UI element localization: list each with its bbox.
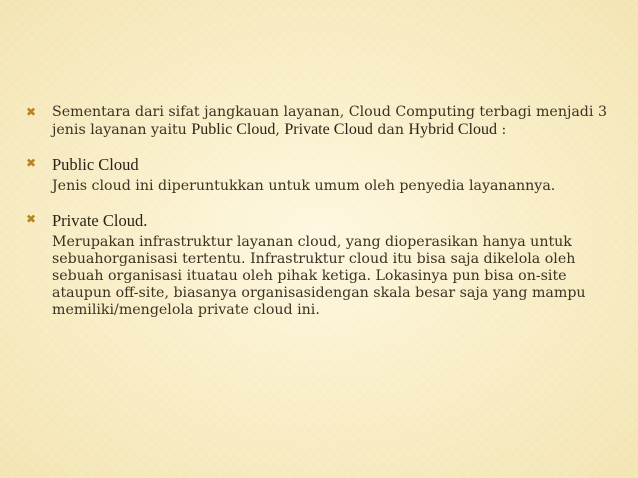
bullet-public-cloud xyxy=(26,155,616,195)
public-cloud-heading: Public Cloud xyxy=(52,155,139,174)
slide-content xyxy=(26,104,616,335)
term-hybrid-cloud: Hybrid Cloud xyxy=(408,121,497,138)
public-cloud-description: Jenis cloud ini diperuntukkan untuk umum oleh penyedia layanannya. xyxy=(52,178,556,194)
bullet-private-cloud xyxy=(26,211,616,319)
term-public-cloud: Public Cloud xyxy=(191,121,276,138)
intro-end: : xyxy=(496,122,507,138)
intro-sep-2: dan xyxy=(372,122,409,138)
intro-sep-1: , xyxy=(275,122,285,138)
intro-paragraph xyxy=(52,104,616,139)
term-private-cloud: Private Cloud xyxy=(284,121,373,138)
intro-text: Sementara dari sifat jangkauan layanan, Cloud Computing terbagi menjadi 3 jenis layanan yaitu xyxy=(52,104,607,138)
x-bullet-icon: ✖ xyxy=(26,156,37,170)
private-cloud-heading: Private Cloud. xyxy=(52,211,148,230)
private-cloud-description: Merupakan infrastruktur layanan cloud, yang dioperasikan hanya untuk sebuahorganisasi tertentu. Infrastruktur cloud itu bisa saja dikelola oleh sebuah organisasi ituatau oleh pihak ketiga. Lokasinya pun bisa on-site ataupun off-site, biasanya organisasidengan skala besar saja yang mampu memiliki/mengelola private cloud ini. xyxy=(52,234,586,318)
x-bullet-icon: ✖ xyxy=(26,105,37,119)
x-bullet-icon: ✖ xyxy=(26,212,37,226)
bullet-intro xyxy=(26,104,616,139)
